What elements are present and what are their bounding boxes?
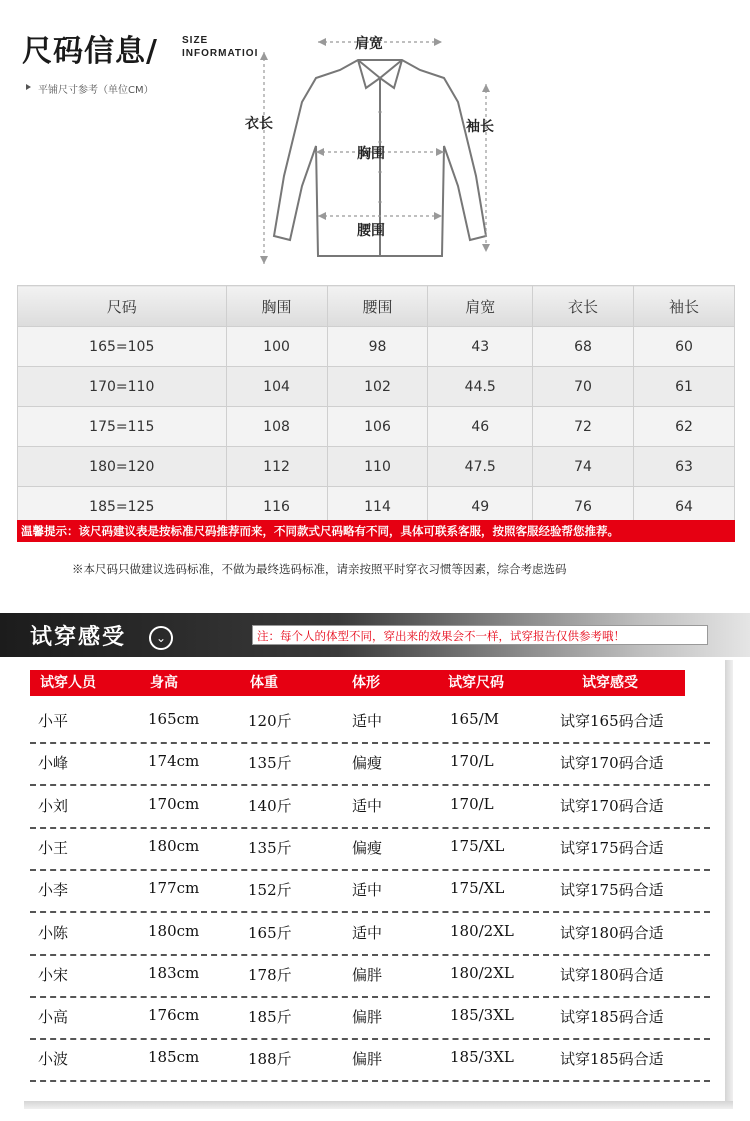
- table-cell: 165=105: [18, 327, 227, 367]
- table-row: [30, 700, 710, 744]
- chevron-down-circle-icon: ⌄: [149, 626, 173, 650]
- tip-bar: 温馨提示：该尺码建议表是按标准尺码推荐而来，不同款式尺码略有不同，具体可联系客服，按照客服经验帮您推荐。: [17, 520, 735, 542]
- header-sleeve: 袖长: [633, 286, 734, 327]
- table-cell: 61: [633, 367, 734, 407]
- cell-body-type: 适中: [352, 881, 383, 900]
- cell-weight: 152斤: [248, 881, 292, 900]
- cell-body-type: 偏胖: [352, 965, 383, 984]
- table-cell: 112: [226, 447, 327, 487]
- table-cell: 63: [633, 447, 734, 487]
- table-row: [30, 742, 710, 786]
- table-row: [30, 785, 710, 829]
- cell-tryon-feel: 试穿185码合适: [560, 1008, 664, 1027]
- disclaimer: ※本尺码只做建议选码标准，不做为最终选码标准，请亲按照平时穿衣习惯等因素，综合考虑选码: [72, 562, 567, 576]
- header-tester: 试穿人员: [40, 675, 96, 691]
- cell-tryon-size: 170/L: [450, 752, 494, 771]
- table-cell: 44.5: [428, 367, 533, 407]
- cell-tryon-feel: 试穿165码合适: [560, 712, 664, 730]
- title-en-line2: INFORMATIOI: [182, 48, 259, 59]
- unit-note: 平铺尺寸参考（单位CM）: [38, 85, 154, 96]
- table-cell: 72: [533, 407, 634, 447]
- cell-tryon-feel: 试穿185码合适: [560, 1050, 664, 1069]
- cell-weight: 178斤: [248, 965, 292, 984]
- header-body-type: 体形: [352, 675, 380, 691]
- label-waist: 腰围: [357, 223, 385, 239]
- table-cell: 43: [428, 327, 533, 367]
- tryon-note: 注：每个人的体型不同，穿出来的效果会不一样，试穿报告仅供参考哦！: [252, 625, 708, 645]
- cell-height: 180cm: [148, 836, 200, 855]
- cell-tester-name: 小王: [38, 838, 69, 857]
- table-row: [18, 407, 735, 447]
- table-cell: 68: [533, 327, 634, 367]
- table-cell: 102: [327, 367, 428, 407]
- cell-tryon-feel: 试穿170码合适: [560, 796, 664, 815]
- header-waist: 腰围: [327, 286, 428, 327]
- table-cell: 60: [633, 327, 734, 367]
- table-cell: 70: [533, 367, 634, 407]
- table-row: [30, 827, 710, 871]
- table-cell: 180=120: [18, 447, 227, 487]
- table-cell: 110: [327, 447, 428, 487]
- table-cell: 108: [226, 407, 327, 447]
- cell-height: 183cm: [148, 963, 200, 982]
- cell-tester-name: 小陈: [38, 923, 69, 942]
- cell-height: 180cm: [148, 921, 200, 940]
- frame-shadow-bottom: [24, 1101, 733, 1109]
- cell-tester-name: 小刘: [38, 796, 69, 815]
- header-shoulder: 肩宽: [428, 286, 533, 327]
- cell-height: 170cm: [148, 794, 200, 813]
- table-cell: 170=110: [18, 367, 227, 407]
- cell-tryon-size: 165/M: [450, 710, 500, 728]
- cell-body-type: 偏瘦: [352, 754, 383, 773]
- cell-tryon-feel: 试穿180码合适: [560, 923, 664, 942]
- cell-height: 177cm: [148, 879, 200, 898]
- cell-tester-name: 小平: [38, 712, 69, 730]
- table-cell: 104: [226, 367, 327, 407]
- cell-tryon-feel: 试穿175码合适: [560, 838, 664, 857]
- cell-height: 174cm: [148, 752, 200, 771]
- table-row: [30, 1038, 710, 1082]
- table-cell: 116: [226, 487, 327, 527]
- header-weight: 体重: [250, 675, 278, 691]
- cell-body-type: 适中: [352, 923, 383, 942]
- cell-tryon-feel: 试穿180码合适: [560, 965, 664, 984]
- table-cell: 175=115: [18, 407, 227, 447]
- cell-weight: 185斤: [248, 1008, 292, 1027]
- table-cell: 49: [428, 487, 533, 527]
- cell-weight: 120斤: [248, 712, 292, 730]
- page-title: 尺码信息/: [22, 34, 158, 69]
- label-shoulder: 肩宽: [355, 36, 383, 52]
- cell-weight: 135斤: [248, 754, 292, 773]
- cell-tryon-size: 180/2XL: [450, 963, 514, 982]
- table-cell: 100: [226, 327, 327, 367]
- cell-tryon-size: 185/3XL: [450, 1048, 514, 1067]
- title-en-line1: SIZE: [182, 35, 209, 46]
- table-row: [30, 869, 710, 913]
- table-cell: 114: [327, 487, 428, 527]
- frame-shadow-right: [725, 660, 733, 1108]
- cell-body-type: 适中: [352, 712, 383, 730]
- cell-weight: 135斤: [248, 838, 292, 857]
- cell-tryon-feel: 试穿170码合适: [560, 754, 664, 773]
- cell-body-type: 偏胖: [352, 1008, 383, 1027]
- header-height: 身高: [150, 675, 178, 691]
- table-cell: 106: [327, 407, 428, 447]
- cell-tryon-size: 175/XL: [450, 879, 505, 898]
- label-length: 衣长: [245, 116, 273, 132]
- size-table-header: [18, 286, 735, 327]
- cell-body-type: 适中: [352, 796, 383, 815]
- header-size: 尺码: [18, 286, 227, 327]
- cell-tester-name: 小宋: [38, 965, 69, 984]
- cell-tryon-feel: 试穿175码合适: [560, 881, 664, 900]
- label-chest: 胸围: [357, 146, 385, 162]
- table-row: [18, 327, 735, 367]
- table-cell: 98: [327, 327, 428, 367]
- cell-tester-name: 小高: [38, 1008, 69, 1027]
- cell-tryon-size: 180/2XL: [450, 921, 514, 940]
- table-cell: 47.5: [428, 447, 533, 487]
- table-cell: 46: [428, 407, 533, 447]
- triangle-bullet-icon: [26, 84, 31, 90]
- cell-body-type: 偏胖: [352, 1050, 383, 1069]
- table-cell: 62: [633, 407, 734, 447]
- label-sleeve: 袖长: [466, 119, 494, 135]
- cell-tester-name: 小波: [38, 1050, 69, 1069]
- cell-tryon-size: 185/3XL: [450, 1006, 514, 1025]
- cell-height: 185cm: [148, 1048, 200, 1067]
- cell-body-type: 偏瘦: [352, 838, 383, 857]
- header-tryon-feel: 试穿感受: [582, 675, 638, 691]
- cell-tester-name: 小峰: [38, 754, 69, 773]
- cell-tryon-size: 175/XL: [450, 836, 505, 855]
- size-table: [17, 285, 735, 527]
- table-row: [30, 912, 710, 956]
- table-cell: 74: [533, 447, 634, 487]
- table-cell: 64: [633, 487, 734, 527]
- cell-tester-name: 小李: [38, 881, 69, 900]
- header-length: 衣长: [533, 286, 634, 327]
- table-cell: 76: [533, 487, 634, 527]
- cell-weight: 188斤: [248, 1050, 292, 1069]
- header-chest: 胸围: [226, 286, 327, 327]
- table-row: [18, 447, 735, 487]
- cell-weight: 140斤: [248, 796, 292, 815]
- tryon-title: 试穿感受: [30, 625, 127, 650]
- tryon-table-header: [30, 670, 685, 696]
- cell-height: 165cm: [148, 710, 200, 728]
- cell-weight: 165斤: [248, 923, 292, 942]
- table-cell: 185=125: [18, 487, 227, 527]
- table-row: [30, 954, 710, 998]
- header-tryon-size: 试穿尺码: [448, 675, 504, 691]
- table-row: [18, 367, 735, 407]
- table-row: [30, 996, 710, 1040]
- cell-height: 176cm: [148, 1006, 200, 1025]
- cell-tryon-size: 170/L: [450, 794, 494, 813]
